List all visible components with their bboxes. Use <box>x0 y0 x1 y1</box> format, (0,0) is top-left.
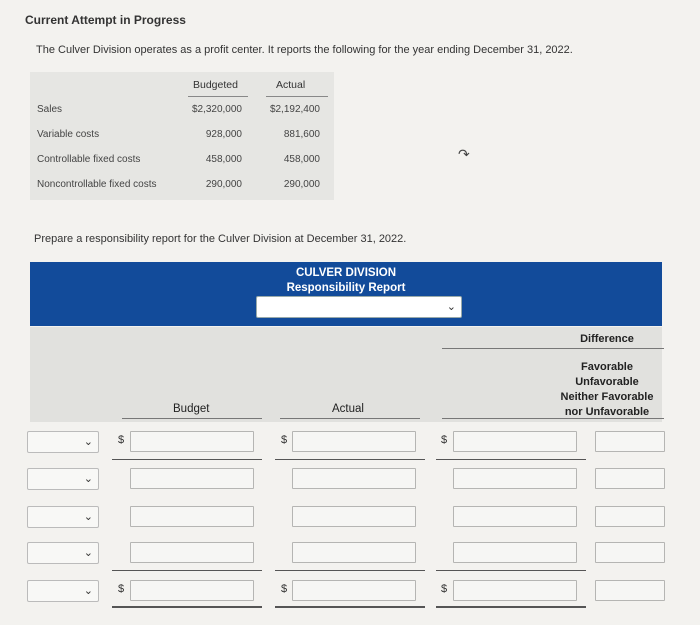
column-header-panel <box>30 327 662 422</box>
report-subtitle: Responsibility Report <box>286 282 406 294</box>
option-unfavorable: Unfavorable <box>575 376 639 388</box>
page-heading: Current Attempt in Progress <box>25 13 186 27</box>
row-label-select[interactable] <box>27 506 99 528</box>
controllable-fixed-actual: 458,000 <box>283 154 320 165</box>
currency-symbol: $ <box>118 434 125 446</box>
currency-symbol: $ <box>281 434 288 446</box>
total-double-rule <box>436 606 586 608</box>
row-label-select[interactable] <box>27 431 99 453</box>
actual-amount-input[interactable] <box>292 431 416 452</box>
actual-amount-input[interactable] <box>292 542 416 563</box>
header-underline <box>188 96 248 97</box>
header-actual: Actual <box>276 79 306 91</box>
difference-amount-input[interactable] <box>453 431 577 452</box>
noncontrollable-fixed-budgeted: 290,000 <box>205 179 242 190</box>
row-label-noncontrollable-fixed: Noncontrollable fixed costs <box>37 179 157 190</box>
row-label-variable-costs: Variable costs <box>37 129 100 140</box>
option-favorable: Favorable <box>581 361 633 373</box>
subtotal-rule <box>436 459 586 460</box>
budget-amount-input[interactable] <box>130 506 254 527</box>
difference-amount-input[interactable] <box>453 580 577 601</box>
subtotal-rule <box>436 570 586 571</box>
variable-costs-actual: 881,600 <box>283 129 320 140</box>
budget-amount-input[interactable] <box>130 468 254 489</box>
budget-amount-input[interactable] <box>130 580 254 601</box>
sales-actual: $2,192,400 <box>269 104 320 115</box>
difference-options <box>547 360 667 420</box>
controllable-fixed-budgeted: 458,000 <box>205 154 242 165</box>
actual-amount-input[interactable] <box>292 468 416 489</box>
budget-amount-input[interactable] <box>130 431 254 452</box>
currency-symbol: $ <box>441 434 448 446</box>
difference-type-input[interactable] <box>595 468 665 489</box>
currency-symbol: $ <box>441 583 448 595</box>
row-label-select[interactable] <box>27 468 99 490</box>
row-label-sales: Sales <box>37 104 63 115</box>
difference-amount-input[interactable] <box>453 468 577 489</box>
variable-costs-budgeted: 928,000 <box>205 129 242 140</box>
difference-col-underline <box>442 418 664 419</box>
difference-type-input[interactable] <box>595 506 665 527</box>
budget-amount-input[interactable] <box>130 542 254 563</box>
row-label-controllable-fixed: Controllable fixed costs <box>37 154 141 165</box>
chevron-down-icon: ⌄ <box>83 585 93 597</box>
column-actual: Actual <box>332 403 364 415</box>
column-budget: Budget <box>173 403 210 415</box>
report-title: CULVER DIVISION <box>295 267 397 279</box>
budget-underline <box>122 418 262 419</box>
given-data-table <box>30 72 334 200</box>
actual-underline <box>280 418 420 419</box>
report-header <box>30 262 662 326</box>
total-double-rule <box>112 606 262 608</box>
chevron-down-icon: ⌄ <box>83 511 93 523</box>
actual-amount-input[interactable] <box>292 580 416 601</box>
mouse-pointer-icon: ↷ <box>458 146 470 162</box>
subtotal-rule <box>275 570 425 571</box>
header-underline <box>266 96 328 97</box>
row-label-select[interactable] <box>27 542 99 564</box>
noncontrollable-fixed-actual: 290,000 <box>283 179 320 190</box>
subtotal-rule <box>275 459 425 460</box>
currency-symbol: $ <box>118 583 125 595</box>
difference-type-input[interactable] <box>595 542 665 563</box>
sales-budgeted: $2,320,000 <box>191 104 242 115</box>
instruction-prompt: Prepare a responsibility report for the Culver Division at December 31, 2022. <box>34 233 407 245</box>
subtotal-rule <box>112 570 262 571</box>
header-budgeted: Budgeted <box>193 79 238 91</box>
difference-underline <box>442 348 664 349</box>
difference-amount-input[interactable] <box>453 542 577 563</box>
chevron-down-icon: ⌄ <box>83 473 93 485</box>
currency-symbol: $ <box>281 583 288 595</box>
chevron-down-icon: ⌄ <box>83 436 93 448</box>
difference-header: Difference <box>580 333 634 345</box>
total-double-rule <box>275 606 425 608</box>
option-neither: Neither Favorable <box>560 391 654 403</box>
chevron-down-icon: ⌄ <box>83 547 93 559</box>
actual-amount-input[interactable] <box>292 506 416 527</box>
chevron-down-icon: ⌄ <box>446 301 456 313</box>
difference-type-input[interactable] <box>595 431 665 452</box>
subtotal-rule <box>112 459 262 460</box>
problem-intro: The Culver Division operates as a profit center. It reports the following for the year ending December 31, 2022. <box>36 44 573 56</box>
option-nor-unfavorable: nor Unfavorable <box>564 406 650 418</box>
difference-amount-input[interactable] <box>453 506 577 527</box>
period-select[interactable] <box>256 296 462 318</box>
row-label-select[interactable] <box>27 580 99 602</box>
difference-type-input[interactable] <box>595 580 665 601</box>
